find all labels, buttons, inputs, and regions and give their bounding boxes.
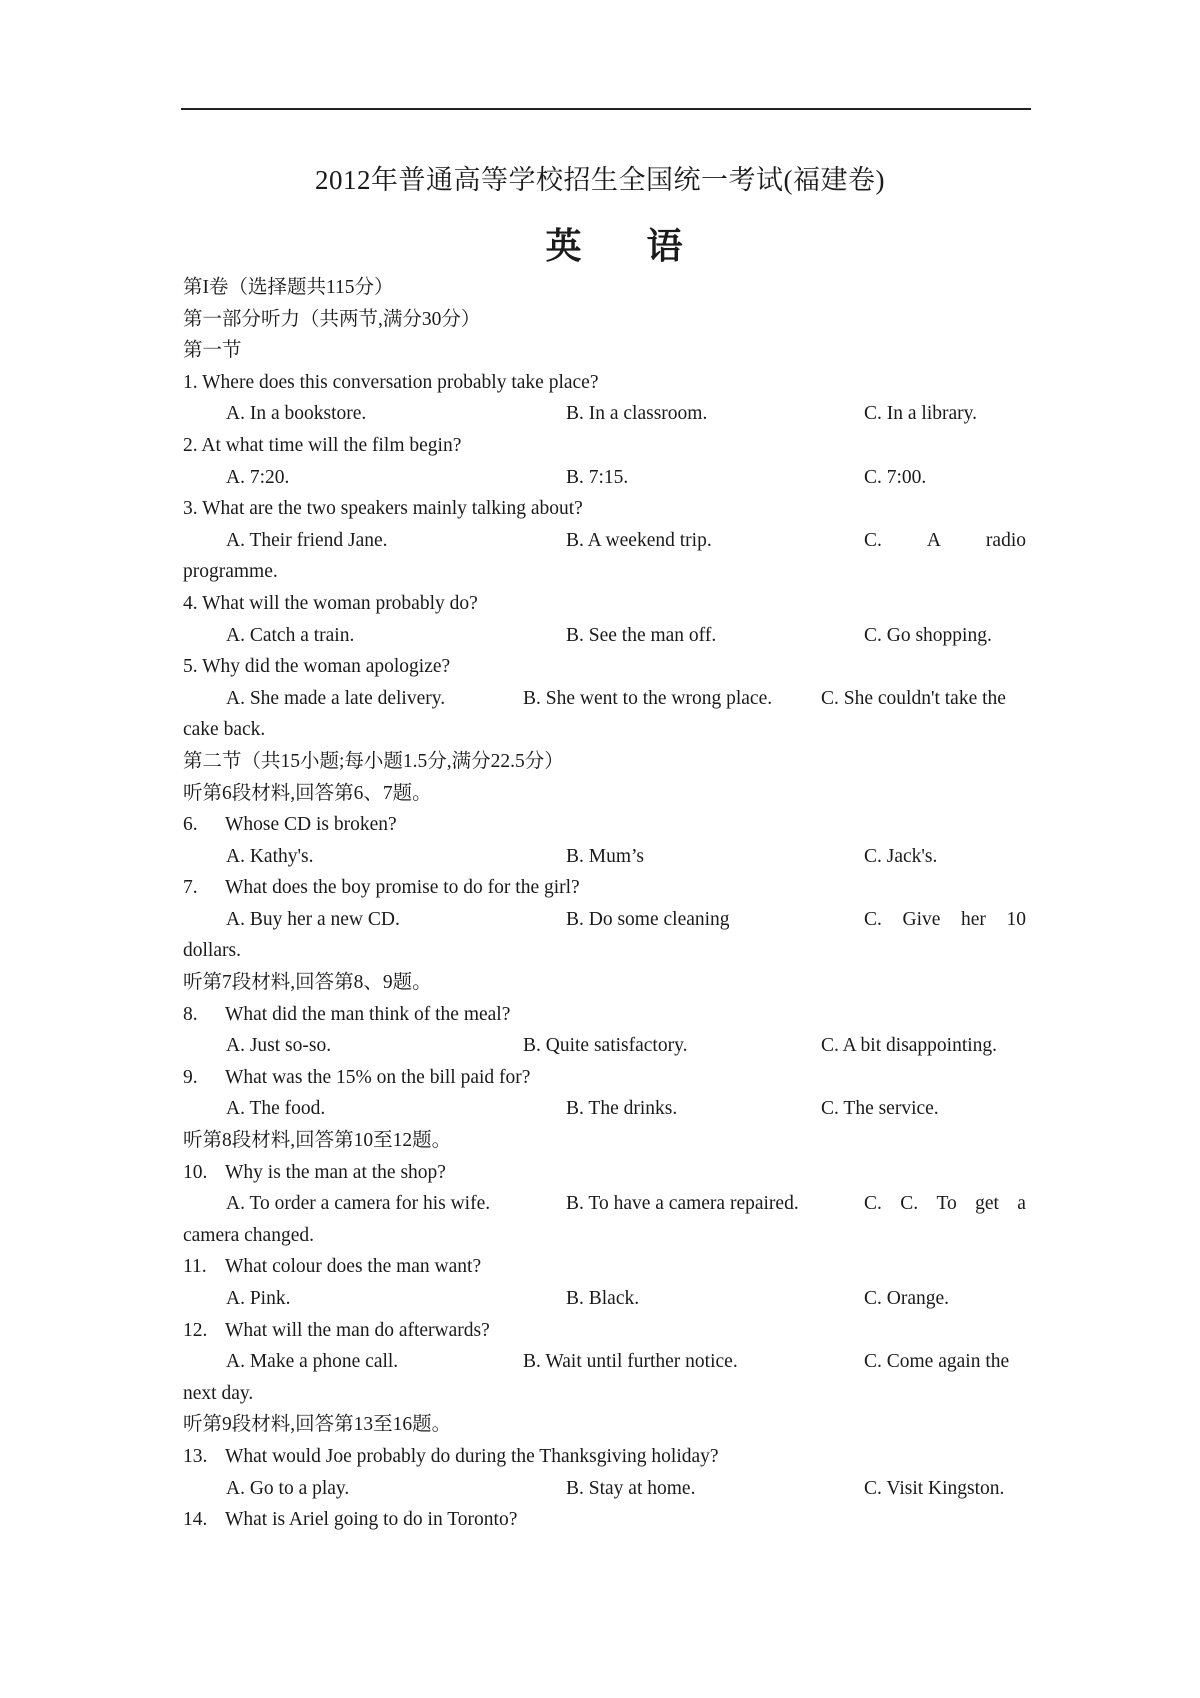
option-a: A. Go to a play. (226, 1477, 350, 1499)
question-options (183, 1473, 1028, 1505)
option-c: C. She couldn't take the (821, 687, 1006, 709)
question-options (183, 1093, 1028, 1125)
question-number: 8. (183, 1003, 198, 1025)
option-b: B. Mum’s (566, 845, 645, 867)
option-c: C. Go shopping. (864, 624, 992, 646)
option-a: A. Buy her a new CD. (226, 908, 400, 930)
question-number: 12. (183, 1319, 208, 1341)
question-options (183, 620, 1028, 652)
part-heading: 第一部分听力（共两节,满分30分） (183, 308, 481, 330)
question-stem: 3. What are the two speakers mainly talking about? (183, 498, 583, 520)
material-heading: 听第8段材料,回答第10至12题。 (183, 1130, 452, 1152)
option-b: B. Quite satisfactory. (523, 1035, 688, 1057)
option-b: B. See the man off. (566, 624, 717, 646)
question-number: 10. (183, 1161, 208, 1183)
option-c: C. Orange. (864, 1288, 950, 1309)
material-heading: 听第6段材料,回答第6、7题。 (183, 782, 432, 804)
question-options (183, 904, 1028, 936)
question-stem: 7. What does the boy promise to do for the girl? (183, 872, 1028, 904)
option-b: B. A weekend trip. (566, 529, 712, 551)
option-b: B. To have a camera repaired. (566, 1193, 799, 1215)
option-c: C. Visit Kingston. (864, 1477, 1005, 1499)
material-heading: 听第7段材料,回答第8、9题。 (183, 972, 432, 994)
option-b: B. She went to the wrong place. (523, 687, 773, 709)
question-stem: 9. What was the 15% on the bill paid for? (183, 1062, 1028, 1094)
option-a: A. Pink. (226, 1288, 291, 1309)
question-stem: 6. Whose CD is broken? (183, 809, 1028, 841)
question-stem: 1. Where does this conversation probably take place? (183, 371, 599, 393)
question-stem: 2. At what time will the film begin? (183, 434, 462, 456)
exam-title: 2012年普通高等学校招生全国统一考试(福建卷) (315, 165, 885, 195)
question-options (183, 1283, 1028, 1315)
question-options (183, 1346, 1028, 1378)
question-options (183, 683, 1028, 715)
section-heading: 第二节（共15小题;每小题1.5分,满分22.5分） (183, 750, 564, 772)
option-c-continued: cake back. (183, 719, 266, 741)
option-a: A. She made a late delivery. (226, 687, 446, 709)
exam-content (183, 272, 1028, 1536)
material-heading: 听第9段材料,回答第13至16题。 (183, 1414, 452, 1436)
question-stem: 4. What will the woman probably do? (183, 592, 478, 614)
question-stem: 14. What is Ariel going to do in Toronto? (183, 1504, 1028, 1536)
option-c: C. A bit disappointing. (821, 1035, 998, 1057)
option-a: A. 7:20. (226, 466, 290, 488)
option-a: A. In a bookstore. (226, 403, 367, 425)
option-c-continued: dollars. (183, 940, 241, 962)
option-c: C. 7:00. (864, 466, 927, 488)
option-c: C. Give her 10 (864, 908, 1026, 930)
option-a: A. Make a phone call. (226, 1351, 399, 1373)
header-rule (181, 108, 1031, 110)
option-a: A. Catch a train. (226, 624, 355, 646)
question-stem: 13. What would Joe probably do during the Thanksgiving holiday? (183, 1441, 1028, 1473)
question-options (183, 841, 1028, 873)
option-c: C. Jack's. (864, 845, 938, 867)
option-b: B. Black. (566, 1288, 640, 1309)
option-b: B. Stay at home. (566, 1477, 696, 1499)
option-a: A. Kathy's. (226, 845, 314, 867)
option-a: A. To order a camera for his wife. (226, 1193, 491, 1215)
volume-heading: 第I卷（选择题共115分） (183, 277, 394, 298)
option-c: C. A radio (864, 529, 1026, 551)
question-number: 7. (183, 877, 198, 899)
option-c-continued: programme. (183, 561, 278, 583)
option-c-continued: camera changed. (183, 1224, 314, 1246)
question-number: 6. (183, 814, 198, 836)
question-stem: 8. What did the man think of the meal? (183, 999, 1028, 1031)
question-stem: 11. What colour does the man want? (183, 1251, 1028, 1283)
option-c: C. In a library. (864, 403, 977, 425)
option-b: B. Do some cleaning (566, 908, 730, 930)
question-number: 9. (183, 1066, 198, 1088)
question-number: 13. (183, 1445, 208, 1467)
option-b: B. The drinks. (566, 1098, 678, 1120)
question-options (183, 1188, 1028, 1220)
option-a: A. Their friend Jane. (226, 529, 388, 551)
option-c-continued: next day. (183, 1382, 254, 1404)
question-options (183, 1030, 1028, 1062)
question-options (183, 462, 1028, 494)
option-b: B. In a classroom. (566, 403, 708, 425)
option-b: B. 7:15. (566, 466, 629, 488)
section-heading: 第一节 (183, 340, 242, 362)
option-c: C. Come again the (864, 1351, 1010, 1373)
question-number: 11. (183, 1256, 207, 1278)
option-c: C. C. To get a (864, 1193, 1026, 1215)
question-number: 14. (183, 1509, 208, 1531)
question-stem: 12. What will the man do afterwards? (183, 1315, 1028, 1347)
question-stem: 5. Why did the woman apologize? (183, 656, 451, 678)
option-a: A. Just so-so. (226, 1035, 332, 1057)
question-stem: 10. Why is the man at the shop? (183, 1157, 1028, 1189)
question-options (183, 525, 1028, 557)
question-options (183, 398, 1028, 430)
option-b: B. Wait until further notice. (523, 1351, 738, 1373)
subject-title: 英 语 (545, 226, 711, 266)
option-a: A. The food. (226, 1098, 326, 1120)
option-c: C. The service. (821, 1098, 939, 1120)
